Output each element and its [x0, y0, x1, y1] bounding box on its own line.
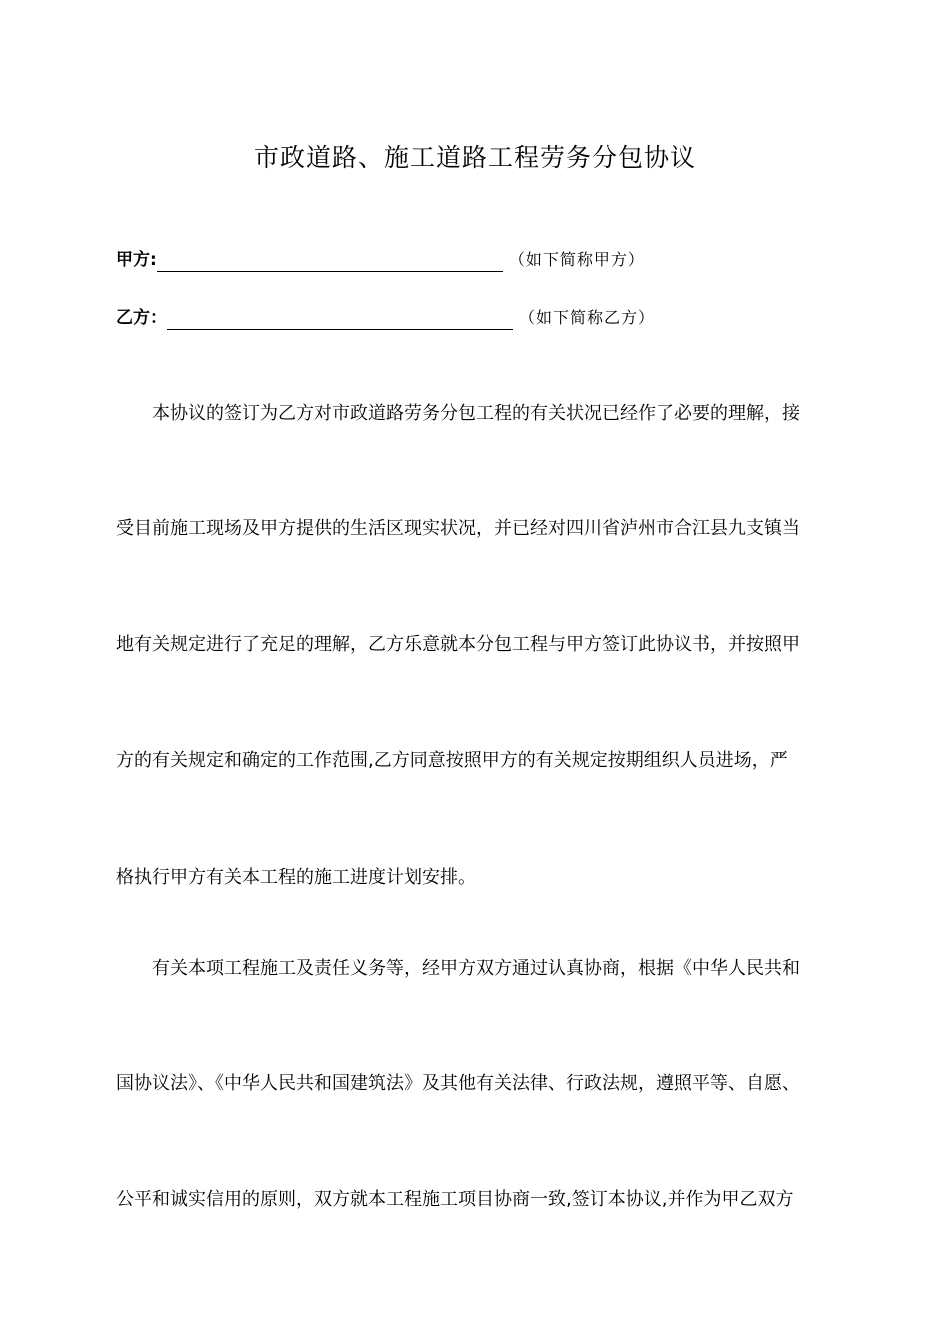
paragraph-1-line-1-part-b: 道路	[368, 403, 404, 424]
paragraph-1-line-2: 受目前施工现场及甲方提供的生活区现实状况，并已经对四川省泸州市合江县九支镇当	[116, 518, 800, 539]
party-a-note: （如下简称甲方）	[508, 250, 645, 269]
party-b-label: 乙方：	[116, 308, 167, 328]
paragraph-1-line-3: 地有关规定进行了充足的理解，乙方乐意就本分包工程与甲方签订此协议书，并按照甲	[116, 634, 800, 655]
party-b-blank-line	[167, 311, 513, 330]
party-b-row	[116, 306, 655, 330]
paragraph-2-line-3-part-a: 公平和诚实信用的原则，双方就本工程施工项目协商一致,	[116, 1189, 572, 1210]
party-a-row	[116, 248, 645, 272]
party-a-blank-line	[157, 253, 503, 272]
paragraph-1-line-1	[152, 401, 851, 427]
party-a-label: 甲方:	[116, 250, 157, 270]
paragraph-1-line-1-part-c: 劳务分包工程的有关状况已经作了必要的理解，接	[404, 403, 800, 424]
paragraph-2-line-3	[116, 1187, 851, 1213]
paragraph-1-line-4: 方的有关规定和确定的工作范围,乙方同意按照甲方的有关规定按期组织人员进场，严	[116, 750, 788, 771]
party-b-note: （如下简称乙方）	[519, 308, 656, 327]
paragraph-2-line-3-part-c: ,并作为甲乙双方	[661, 1189, 794, 1210]
paragraph-1-line-1-part-a: 本协议的签订为乙方对市政	[152, 403, 368, 424]
paragraph-2-line-2: 国协议法》、《中华人民共和国建筑法》及其他有关法律、行政法规，遵照平等、自愿、	[116, 1073, 800, 1094]
paragraph-1-line-5: 格执行甲方有关本工程的施工进度计划安排。	[116, 867, 476, 888]
paragraph-2-line-3-part-b: 签订本协议	[571, 1189, 662, 1210]
document-title: 市政道路、施工道路工程劳务分包协议	[253, 143, 696, 172]
paragraph-2-line-1: 有关本项工程施工及责任义务等，经甲方双方通过认真协商，根据《中华人民共和	[152, 958, 800, 979]
